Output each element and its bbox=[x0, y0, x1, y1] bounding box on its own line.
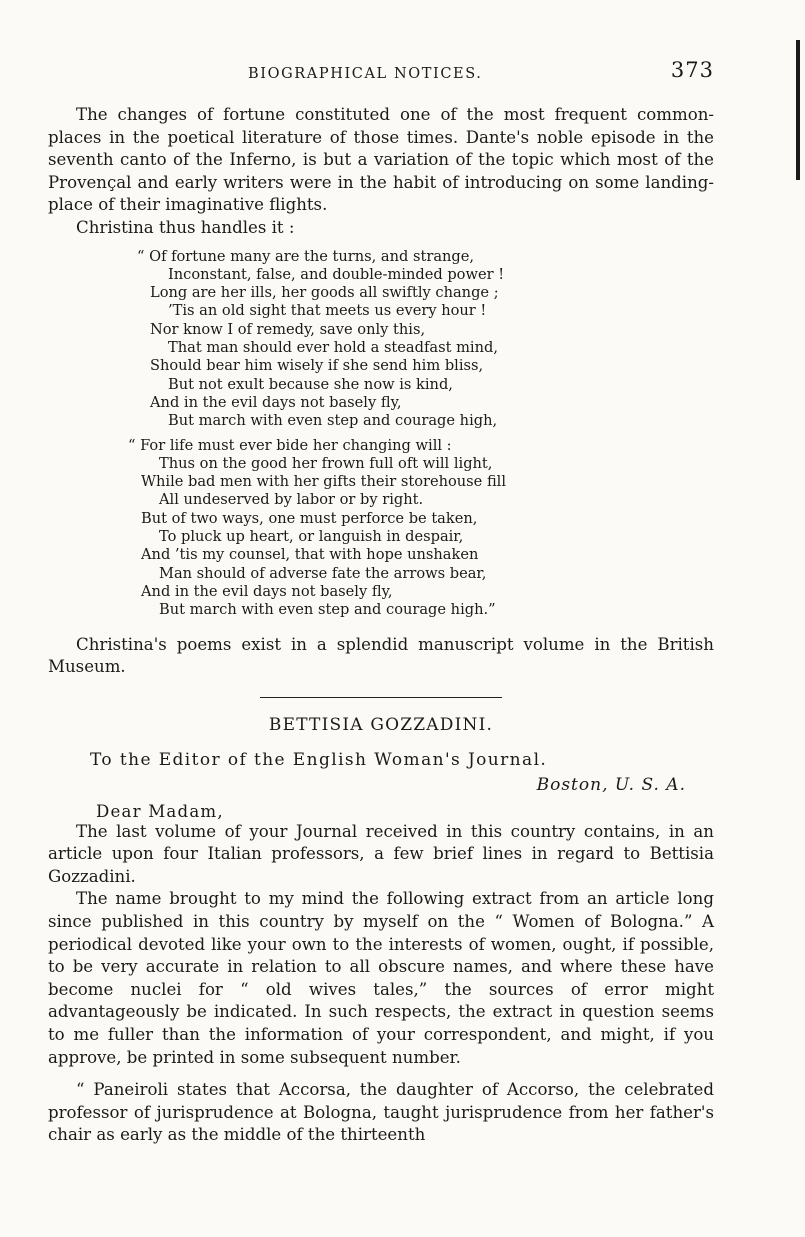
to-editor-line: To the Editor of the English Woman's Journal. bbox=[90, 749, 548, 770]
intro-paragraph: The changes of fortune constituted one of the most frequent common-places in the poetical literature of those times. Dante's noble episode in the seventh canto of the Inferno, is but a variation of the topic which most of the Provençal and early writers were in the habit of introducing on some landing-place of their imaginative flights. bbox=[48, 105, 714, 215]
dateline: Boston, U. S. A. bbox=[536, 774, 686, 795]
poem-line: Thus on the good her frown full oft will light, bbox=[159, 454, 493, 472]
article-title: BETTISIA GOZZADINI. bbox=[268, 714, 494, 735]
poem-line: “ Of fortune many are the turns, and strange, bbox=[137, 247, 475, 265]
poem-line: But march with even step and courage high.” bbox=[159, 601, 496, 619]
poem-lead-in: Christina thus handles it : bbox=[76, 217, 295, 237]
poem bbox=[128, 247, 714, 620]
running-head: BIOGRAPHICAL NOTICES. bbox=[248, 66, 483, 82]
poem-line: Inconstant, false, and double-minded power ! bbox=[168, 265, 505, 283]
poem-line: ’Tis an old sight that meets us every hour ! bbox=[168, 302, 487, 320]
page bbox=[48, 56, 714, 1147]
page-header bbox=[48, 56, 714, 86]
letter-paragraph-2: The name brought to my mind the following extract from an article long since published in this country by myself on the “ Women of Bologna.” A periodical devoted like your own to the interests of women, ought, if possible, to be very accurate in relation to all obscure names, and where these have become nuclei for “ old wives tales,” the sources of error might advantageously be indicated. In such respects, the extract in question seems to me fuller than the information of your correspondent, and might, if you approve, be printed in some subsequent number. bbox=[48, 889, 714, 1067]
poem-line: And in the evil days not basely fly, bbox=[150, 393, 402, 411]
letter-paragraph-1: The last volume of your Journal received in this country contains, in an article upon four Italian professors, a few brief lines in regard to Bettisia Gozzadini. bbox=[48, 821, 714, 886]
poem-line: To pluck up heart, or languish in despair, bbox=[159, 528, 464, 546]
poem-line: Should bear him wisely if she send him bliss, bbox=[150, 357, 484, 375]
salutation: Dear Madam, bbox=[96, 801, 224, 821]
poem-line: While bad men with her gifts their storehouse fill bbox=[141, 473, 507, 491]
page-number: 373 bbox=[670, 58, 714, 82]
poem-line: Long are her ills, her goods all swiftly change ; bbox=[150, 284, 499, 302]
poem-line: Nor know I of remedy, save only this, bbox=[150, 320, 426, 338]
poem-stanza-1 bbox=[137, 247, 714, 431]
poem-line: Man should of adverse fate the arrows bear, bbox=[159, 564, 487, 582]
margin-rule bbox=[796, 40, 800, 180]
poem-line: But not exult because she now is kind, bbox=[168, 375, 453, 393]
poem-line: But march with even step and courage high, bbox=[168, 412, 498, 430]
poem-line: But of two ways, one must perforce be taken, bbox=[141, 509, 478, 527]
poem-line: And ’tis my counsel, that with hope unshaken bbox=[141, 546, 479, 564]
poem-line: That man should ever hold a steadfast mind, bbox=[168, 339, 498, 357]
after-poem-paragraph: Christina's poems exist in a splendid manuscript volume in the British Museum. bbox=[48, 634, 714, 677]
poem-stanza-2 bbox=[128, 436, 714, 620]
poem-line: All undeserved by labor or by right. bbox=[159, 491, 424, 509]
section-divider bbox=[260, 697, 502, 698]
poem-line: “ For life must ever bide her changing will : bbox=[128, 436, 452, 454]
poem-line: And in the evil days not basely fly, bbox=[141, 582, 393, 600]
letter-paragraph-3: “ Paneiroli states that Accorsa, the daughter of Accorso, the celebrated professor of jurisprudence at Bologna, taught jurisprudence from her father's chair as early as the middle of the thirteenth bbox=[48, 1080, 714, 1145]
